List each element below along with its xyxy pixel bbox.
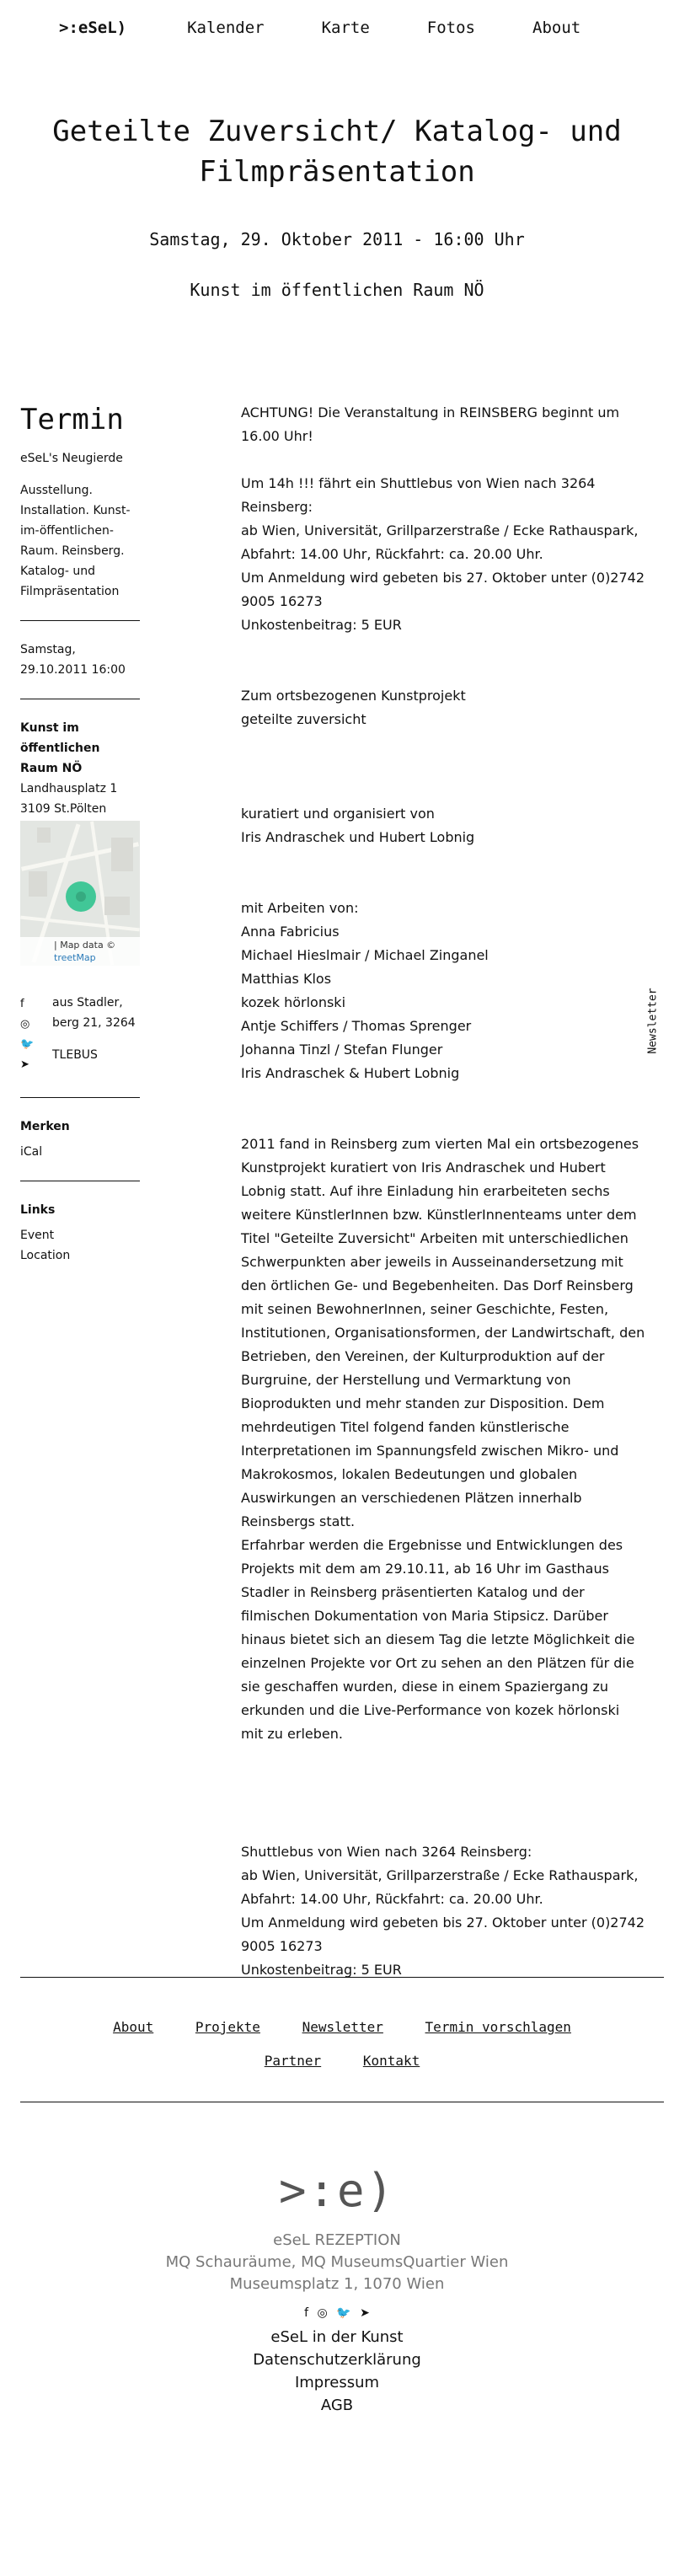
footer-link-partner[interactable]: Partner bbox=[264, 2053, 322, 2069]
footer-link-about[interactable]: About bbox=[113, 2019, 154, 2035]
event-description: ACHTUNG! Die Veranstaltung in REINSBERG beginnt um 16.00 Uhr! Um 14h !!! fährt ein Shuttlebus von Wien nach 3264 Reinsberg: ab Wien, Universität, Grillparzerstraße / Ecke Rathauspark, Abfahrt: 14.00 Uhr, Rückfahrt: ca. 20.00 Uhr. Um Anmeldung wird gebeten bis 27. Oktober unter (0)2742 9005 16273 Unkostenbeitrag: 5 EUR Zum ortsbezogenen Kunstprojekt geteilte zuversicht kuratiert und organisiert von Iris Andraschek und Hubert Lobnig mit Arbeiten von: Anna Fabricius Michael Hieslmair / Michael Zinganel Matthias Klos kozek hörlonski Antje Schiffers / Thomas Sprenger Johanna Tinzl / Stefan Flunger Iris Andraschek & Hubert Lobnig 2011 fand in Reinsberg zum vierten Mal ein ortsbezogenes Kunstprojekt kuratiert von Iris Andraschek und Hubert Lobnig statt. Auf ihre Einladung hin erarbeiteten sechs weitere KünstlerInnen bzw. KünstlerInnenteams unter dem Titel "Geteilte Zuversicht" Arbeiten mit unterschiedlichen Schwerpunkten aber jeweils in Ausseinandersetzung mit den örtlichen Ge- und Begebenheiten. Das Dorf Reinsberg mit seinen BewohnerInnen, seiner Geschichte, Festen, Institutionen, Organisationsformen, der Landwirtschaft, den Betrieben, den Vereinen, der Kulturproduktion auf der Burgruine, der Herstellung und Vermarktung von Bioprodukten und mehr standen zur Disposition. Dem mehrdeutigen Titel folgend fanden künstlerische Interpretationen im Spannungsfeld zwischen Mikro- und Makrokosmos, lokalen Bedeutungen und globalen Auswirkungen an verschiedenen Plätzen innerhalb Reinsbergs statt. Erfahrbar werden die Ergebnisse und Entwicklungen des Projekts mit dem am 29.10.11, ab 16 Uhr im Gasthaus Stadler in Reinsberg präsentierten Katalog und der filmischen Dokumentation von Maria Stipsicz. Darüber hinaus bietet sich an diesem Tag die letzte Möglichkeit die einzelnen Projekte vor Ort zu sehen an den Plätzen für die sie geschaffen wurden, diese in einem Spaziergang zu erkunden und die Live-Performance von kozek hörlonski mit zu erleben. Shuttlebus von Wien nach 3264 Reinsberg: ab Wien, Universität, Grillparzerstraße / Ecke Rathauspark, Abfahrt: 14.00 Uhr, Rückfahrt: ca. 20.00 Uhr. Um Anmeldung wird gebeten bis 27. Oktober unter (0)2742 9005 16273 Unkostenbeitrag: 5 EUR bbox=[241, 404, 645, 1978]
location-map[interactable] bbox=[20, 821, 140, 966]
twitter-icon[interactable]: 🐦 bbox=[336, 2306, 351, 2320]
facebook-icon[interactable]: f bbox=[20, 998, 24, 1010]
top-nav bbox=[59, 19, 638, 37]
event-sidebar bbox=[20, 401, 140, 966]
sidebar-heading: Termin bbox=[20, 403, 124, 436]
footer-link-impressum[interactable]: Impressum bbox=[294, 2374, 380, 2391]
sidebar-date: Samstag, 29.10.2011 16:00 bbox=[20, 643, 126, 677]
divider bbox=[20, 620, 140, 621]
links-heading: Links bbox=[20, 1203, 56, 1217]
instagram-icon[interactable]: ◎ bbox=[317, 2306, 328, 2320]
event-tags: Ausstellung. Installation. Kunst-im-öffentlichen-Raum. Reinsberg. Katalog- und Filmpräsentation bbox=[20, 484, 131, 598]
footer-link-newsletter[interactable]: Newsletter bbox=[302, 2019, 383, 2035]
footer-logo[interactable]: >:e) bbox=[278, 2164, 396, 2217]
venue-name[interactable]: Kunst im öffentlichen Raum NÖ bbox=[20, 721, 100, 775]
org-location: MQ Schauräume, MQ MuseumsQuartier Wien bbox=[165, 2253, 509, 2271]
telegram-icon[interactable]: ➤ bbox=[20, 1058, 29, 1071]
curator-label[interactable]: eSeL's Neugierde bbox=[20, 452, 123, 465]
map-attribution-link[interactable]: treetMap bbox=[54, 952, 96, 963]
newsletter-tab[interactable]: Newsletter bbox=[646, 988, 660, 1054]
twitter-icon[interactable]: 🐦 bbox=[20, 1038, 35, 1051]
page-title: Geteilte Zuversicht/ Katalog- und Filmpräsentation bbox=[52, 115, 622, 189]
instagram-icon[interactable]: ◎ bbox=[20, 1018, 30, 1031]
divider bbox=[20, 1097, 140, 1098]
footer-link-kontakt[interactable]: Kontakt bbox=[362, 2053, 420, 2069]
footer-link-esel-in-der-kunst[interactable]: eSeL in der Kunst bbox=[270, 2328, 404, 2346]
nav-item-about[interactable]: About bbox=[532, 19, 581, 37]
footer-link-agb[interactable]: AGB bbox=[320, 2397, 354, 2414]
footer-social-icons bbox=[0, 2304, 674, 2322]
org-address: Museumsplatz 1, 1070 Wien bbox=[229, 2275, 445, 2293]
venue-details-overflow: aus Stadler, berg 21, 3264 TLEBUS bbox=[52, 993, 145, 1065]
footer-link-datenschutz[interactable]: Datenschutzerklärung bbox=[253, 2351, 421, 2369]
event-category[interactable]: Kunst im öffentlichen Raum NÖ bbox=[190, 280, 484, 300]
facebook-icon[interactable]: f bbox=[304, 2306, 309, 2320]
site-footer bbox=[0, 2164, 674, 2417]
footer-links bbox=[20, 2011, 664, 2078]
event-datetime: Samstag, 29. Oktober 2011 - 16:00 Uhr bbox=[149, 229, 525, 249]
footer-link-termin-vorschlagen[interactable]: Termin vorschlagen bbox=[425, 2019, 571, 2035]
sidebar-links bbox=[20, 1097, 140, 1266]
venue-address: Landhausplatz 1 3109 St.Pölten bbox=[20, 782, 118, 816]
site-logo[interactable]: >:eSeL) bbox=[59, 19, 127, 37]
nav-item-fotos[interactable]: Fotos bbox=[426, 19, 475, 37]
merken-heading: Merken bbox=[20, 1120, 70, 1133]
nav-item-karte[interactable]: Karte bbox=[321, 19, 370, 37]
map-attribution: | Map data © treetMap bbox=[20, 937, 140, 966]
share-icons bbox=[20, 994, 37, 1075]
location-link[interactable]: Location bbox=[20, 1249, 71, 1262]
footer-link-projekte[interactable]: Projekte bbox=[195, 2019, 260, 2035]
ical-link[interactable]: iCal bbox=[20, 1145, 43, 1159]
map-marker-icon[interactable] bbox=[66, 881, 96, 912]
shuttle-note: TLEBUS bbox=[52, 1048, 98, 1062]
divider bbox=[20, 1977, 664, 1978]
event-link[interactable]: Event bbox=[20, 1229, 55, 1242]
nav-item-kalender[interactable]: Kalender bbox=[187, 19, 265, 37]
org-name: eSeL REZEPTION bbox=[273, 2231, 401, 2249]
telegram-icon[interactable]: ➤ bbox=[360, 2306, 370, 2320]
